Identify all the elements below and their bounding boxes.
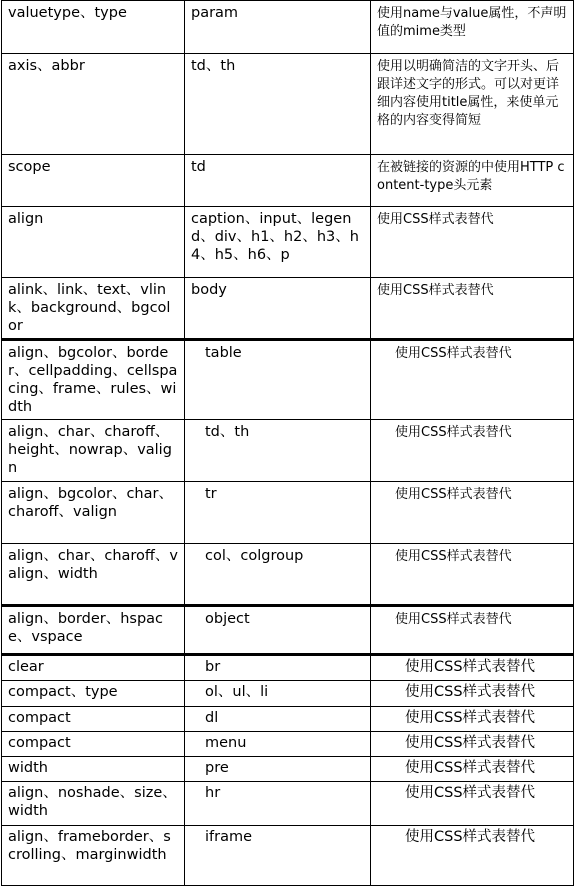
- note-cell: 使用CSS样式表替代: [371, 278, 574, 340]
- element-cell: hr: [185, 782, 371, 826]
- attribute-cell: align、noshade、size、width: [2, 782, 185, 826]
- table-row: [2, 544, 574, 606]
- attribute-cell: align、bgcolor、char、charoff、valign: [2, 482, 185, 544]
- note-cell: 使用以明确简洁的文字开头、后跟详述文字的形式。可以对更详细内容使用title属性，来使单元格的内容变得简短: [371, 54, 574, 155]
- element-cell: param: [185, 1, 371, 54]
- attribute-cell: align、char、charoff、height、nowrap、valign: [2, 420, 185, 482]
- element-cell: td、th: [185, 420, 371, 482]
- deprecated-attributes-table: [1, 0, 574, 886]
- table-body: [2, 1, 574, 886]
- attribute-cell: width: [2, 757, 185, 782]
- table-row: [2, 655, 574, 681]
- table-row: [2, 482, 574, 544]
- attribute-cell: valuetype、type: [2, 1, 185, 54]
- table-row: [2, 757, 574, 782]
- note-cell: 使用CSS样式表替代: [371, 655, 574, 681]
- attribute-cell: align、char、charoff、valign、width: [2, 544, 185, 606]
- note-cell: 使用CSS样式表替代: [371, 826, 574, 886]
- attribute-cell: align、bgcolor、border、cellpadding、cellspacing、frame、rules、width: [2, 340, 185, 420]
- note-cell: 使用name与value属性，不声明值的mime类型: [371, 1, 574, 54]
- attribute-cell: axis、abbr: [2, 54, 185, 155]
- attribute-cell: compact: [2, 707, 185, 732]
- table-row: [2, 207, 574, 278]
- element-cell: td、th: [185, 54, 371, 155]
- note-cell: 使用CSS样式表替代: [371, 782, 574, 826]
- note-cell: 在被链接的资源的中使用HTTP content-type头元素: [371, 155, 574, 207]
- attribute-cell: alink、link、text、vlink、background、bgcolor: [2, 278, 185, 340]
- table-row: [2, 278, 574, 340]
- element-cell: col、colgroup: [185, 544, 371, 606]
- element-cell: table: [185, 340, 371, 420]
- table-row: [2, 681, 574, 707]
- note-cell: 使用CSS样式表替代: [371, 732, 574, 757]
- note-cell: 使用CSS样式表替代: [371, 544, 574, 606]
- attribute-cell: compact、type: [2, 681, 185, 707]
- table-row: [2, 707, 574, 732]
- note-cell: 使用CSS样式表替代: [371, 207, 574, 278]
- attribute-cell: align: [2, 207, 185, 278]
- attribute-cell: compact: [2, 732, 185, 757]
- table-row: [2, 826, 574, 886]
- table-row: [2, 155, 574, 207]
- element-cell: ol、ul、li: [185, 681, 371, 707]
- element-cell: tr: [185, 482, 371, 544]
- table-row: [2, 420, 574, 482]
- element-cell: iframe: [185, 826, 371, 886]
- attribute-cell: align、border、hspace、vspace: [2, 606, 185, 655]
- element-cell: pre: [185, 757, 371, 782]
- table-row: [2, 606, 574, 655]
- table-row: [2, 782, 574, 826]
- attribute-cell: scope: [2, 155, 185, 207]
- element-cell: object: [185, 606, 371, 655]
- element-cell: body: [185, 278, 371, 340]
- element-cell: caption、input、legend、div、h1、h2、h3、h4、h5、h6、p: [185, 207, 371, 278]
- note-cell: 使用CSS样式表替代: [371, 606, 574, 655]
- attribute-cell: clear: [2, 655, 185, 681]
- note-cell: 使用CSS样式表替代: [371, 420, 574, 482]
- table-row: [2, 54, 574, 155]
- element-cell: td: [185, 155, 371, 207]
- table-row: [2, 1, 574, 54]
- element-cell: menu: [185, 732, 371, 757]
- element-cell: br: [185, 655, 371, 681]
- note-cell: 使用CSS样式表替代: [371, 681, 574, 707]
- attribute-cell: align、frameborder、scrolling、marginwidth: [2, 826, 185, 886]
- note-cell: 使用CSS样式表替代: [371, 340, 574, 420]
- note-cell: 使用CSS样式表替代: [371, 707, 574, 732]
- note-cell: 使用CSS样式表替代: [371, 482, 574, 544]
- table-row: [2, 732, 574, 757]
- note-cell: 使用CSS样式表替代: [371, 757, 574, 782]
- element-cell: dl: [185, 707, 371, 732]
- table-row: [2, 340, 574, 420]
